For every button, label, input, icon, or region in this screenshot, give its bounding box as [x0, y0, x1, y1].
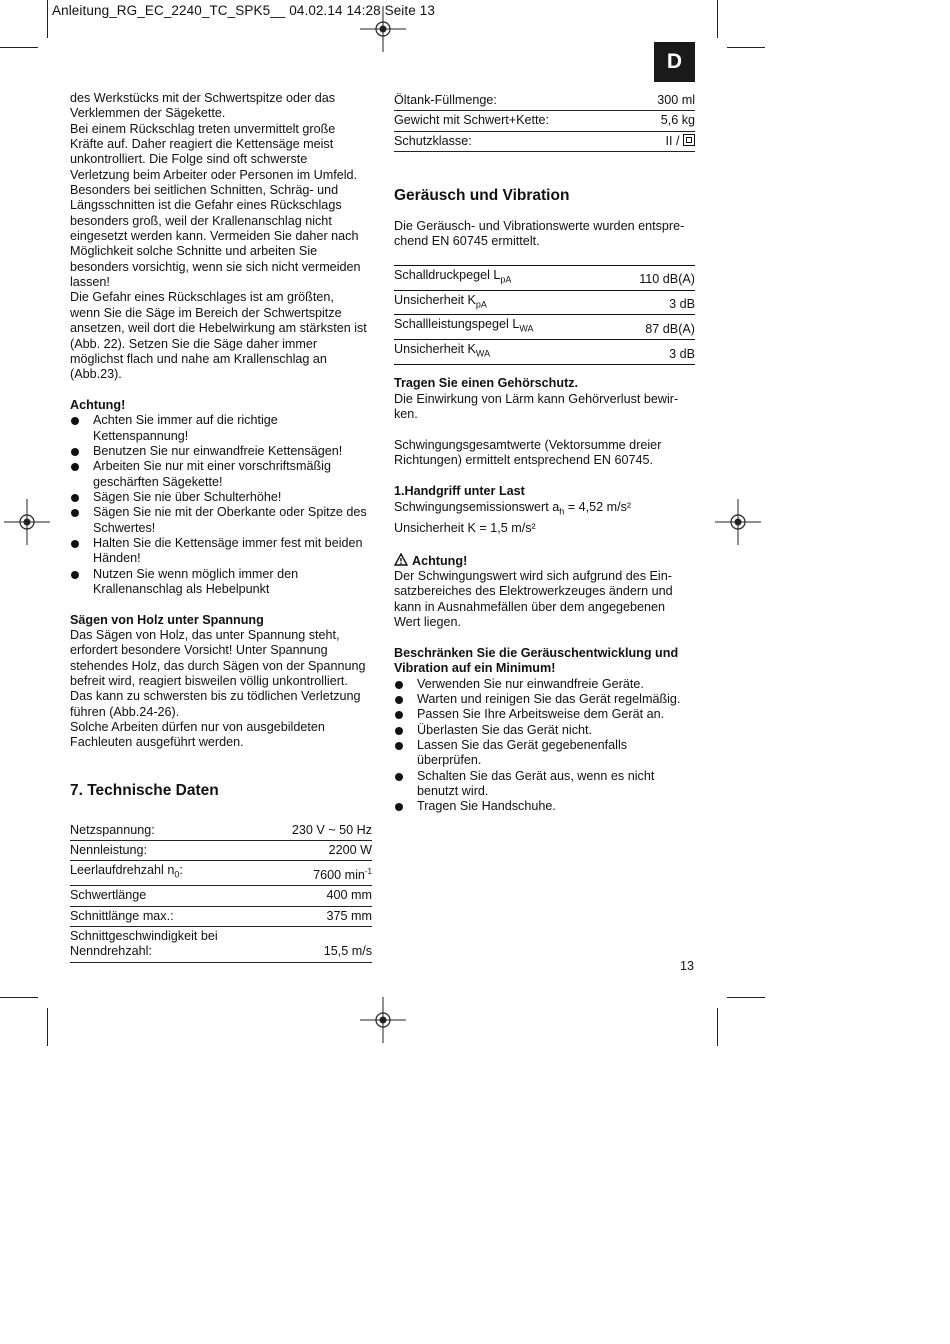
list-item: [394, 738, 695, 769]
spec-label: Öltank-Füllmenge:: [394, 93, 497, 107]
noise-label: Unsicherheit K: [394, 292, 476, 307]
text-line: Besonders bei seitlichen Schnitten, Schräg- und: [70, 183, 339, 198]
tech-heading: 7. Technische Daten: [70, 781, 219, 799]
list-item-line: Überlasten Sie das Gerät nicht.: [417, 722, 593, 737]
text-line: Längsschnitten ist die Gefahr eines Rückschlags: [70, 198, 342, 213]
noise-label-cell: [394, 265, 609, 290]
registration-mark-bottom-icon: [360, 997, 406, 1043]
text-line: Das kann zu schwersten bis zu tödlichen Verletzung: [70, 689, 361, 704]
text-line: chend EN 60745 ermittelt.: [394, 234, 540, 249]
tech-label: Schwertlänge: [70, 888, 147, 903]
tech-label-cell: [70, 906, 292, 926]
text-line: satzbereiches des Elektrowerkzeuges ändern und: [394, 584, 673, 599]
list-item-line: Passen Sie Ihre Arbeitsweise dem Gerät an.: [417, 707, 665, 722]
list-item-line: Schwertes!: [93, 520, 156, 535]
tech-label: Nennleistung:: [70, 843, 148, 858]
table-row: [394, 111, 695, 131]
text-line: unkontrolliert. Die Folge sind oft schwerste: [70, 152, 308, 167]
spec-label: Schutzklasse:: [394, 133, 472, 148]
list-item: [70, 567, 372, 598]
table-row: [394, 265, 695, 290]
text-line: Die Gefahr eines Rückschlages ist am größten,: [70, 290, 334, 305]
list-item-line: Benutzen Sie nur einwandfreie Kettensägen!: [93, 443, 343, 458]
tech-value-cell: [292, 906, 372, 926]
text-line: Verklemmen der Sägekette.: [70, 106, 226, 121]
spec-value: 5,6 kg: [660, 113, 695, 128]
list-item: [70, 444, 372, 459]
text-line: eingesetzt werden kann. Vermeiden Sie daher nach: [70, 229, 359, 244]
table-row: [70, 861, 372, 886]
tech-label-end: :: [179, 863, 183, 878]
noise-label-sub: WA: [519, 323, 534, 334]
tech-value-cell: [292, 861, 372, 886]
achtung2-heading: Achtung!: [412, 553, 468, 568]
list-item: [70, 490, 372, 505]
holz-heading: Sägen von Holz unter Spannung: [70, 612, 264, 627]
list-item-line: geschärften Sägekette!: [93, 474, 223, 489]
list-item-line: überprüfen.: [417, 753, 482, 768]
list-item-line: Arbeiten Sie nur mit einer vorschriftsmäßig: [93, 459, 331, 474]
limit-list: [394, 677, 695, 815]
spec-label: Gewicht mit Schwert+Kette:: [394, 113, 550, 128]
list-item: [394, 723, 695, 738]
protection-class-icon: [683, 134, 695, 146]
table-row: [394, 131, 695, 151]
right-column: [394, 91, 695, 815]
text-line: Beschränken Sie die Geräuschentwicklung und: [394, 645, 679, 660]
text-line: Der Schwingungswert wird sich aufgrund des Ein-: [394, 569, 672, 584]
text-line: des Werkstücks mit der Schwertspitze oder das: [70, 91, 336, 105]
handle-line-1-text: Schwingungsemissionswert a: [394, 499, 560, 514]
tech-value-cell: [292, 886, 372, 906]
hearing-heading: Tragen Sie einen Gehörschutz.: [394, 376, 579, 391]
list-item: [394, 707, 695, 722]
noise-label-cell: [394, 340, 609, 365]
noise-value: 3 dB: [669, 297, 695, 312]
tech-label-cell: [70, 841, 292, 861]
handle-line-1-value: = 4,52 m/s²: [564, 499, 632, 514]
tech-value: 2200 W: [328, 843, 372, 858]
text-line: Verletzung beim Arbeiter oder Personen im Umfeld.: [70, 167, 357, 182]
list-item: [394, 799, 695, 814]
text-line: besonders vorsichtig, wenn sie sich nicht vermeiden: [70, 259, 361, 274]
tech-label: Schnittlänge max.:: [70, 908, 174, 923]
achtung2-heading-row: [394, 553, 695, 569]
handle-line-1-sub: h: [559, 506, 565, 517]
table-row: [70, 927, 372, 963]
text-line: Richtungen) ermittelt entsprechend EN 60745.: [394, 452, 654, 467]
text-line: stehendes Holz, das durch Sägen von der Spannung: [70, 658, 366, 673]
text-line: besonders groß, weil der Krallenanschlag nicht: [70, 213, 332, 228]
text-line: Solche Arbeiten dürfen nur von ausgebildeten: [70, 720, 325, 735]
noise-label-cell: [394, 290, 609, 315]
list-item-line: Verwenden Sie nur einwandfreie Geräte.: [417, 676, 644, 691]
list-item-line: benutzt wird.: [417, 783, 489, 798]
text-line: (Abb.23).: [70, 367, 122, 382]
spec-value-cell: [636, 131, 695, 151]
spec-table: [394, 91, 695, 152]
vibration-text: [394, 438, 695, 469]
text-line: lassen!: [70, 275, 110, 290]
achtung2-text: [394, 569, 695, 630]
list-item: [70, 459, 372, 490]
tech-label: Leerlaufdrehzahl n: [70, 863, 175, 878]
list-item-line: Händen!: [93, 551, 141, 566]
noise-label-sub: WA: [475, 348, 491, 359]
text-line: Fachleuten ausgeführt werden.: [70, 735, 244, 750]
tech-label-sub: 0: [174, 869, 180, 880]
noise-label: Unsicherheit K: [394, 342, 476, 357]
handle-heading: 1.Handgriff unter Last: [394, 483, 525, 498]
tech-value: 15,5 m/s: [323, 944, 372, 959]
text-line: Schwingungsgesamtwerte (Vektorsumme dreier: [394, 437, 662, 452]
list-item-line: Sägen Sie nie über Schulterhöhe!: [93, 489, 282, 504]
text-line: ken.: [394, 406, 418, 421]
noise-value: 110 dB(A): [639, 272, 695, 287]
table-row: [70, 906, 372, 926]
list-item-line: Sägen Sie nie mit der Oberkante oder Spitze des: [93, 505, 367, 520]
handle-line-1: [394, 499, 695, 521]
table-row: [70, 821, 372, 841]
text-line: erfordert besondere Vorsicht! Unter Spannung: [70, 643, 328, 658]
text-line: Die Einwirkung von Lärm kann Gehörverlust bewir-: [394, 391, 679, 406]
text-line: Vibration auf ein Minimum!: [394, 661, 556, 676]
tech-table: [70, 821, 372, 963]
tech-value: 230 V ~ 50 Hz: [291, 822, 372, 837]
noise-label: Schalldruckpegel L: [394, 267, 501, 282]
text-line: führen (Abb.24-26).: [70, 704, 180, 719]
list-item-line: Achten Sie immer auf die richtige: [93, 413, 278, 428]
list-item: [70, 413, 372, 444]
list-item-line: Halten Sie die Kettensäge immer fest mit beiden: [93, 535, 363, 550]
intro-paragraph: [70, 91, 372, 383]
text-line: Kräfte auf. Daher reagiert die Kettensäge meist: [70, 137, 334, 152]
handle-line-2: Unsicherheit K = 1,5 m/s²: [394, 521, 536, 536]
noise-value: 87 dB(A): [645, 321, 695, 336]
list-item-line: Krallenanschlag als Hebelpunkt: [93, 582, 270, 596]
holz-paragraph: [70, 628, 372, 751]
tech-label-cell: [70, 886, 292, 906]
noise-label-sub: pA: [475, 299, 487, 310]
registration-mark-left-icon: [4, 499, 50, 545]
noise-label-cell: [394, 315, 609, 340]
limit-heading: [394, 646, 695, 677]
tech-label-cell: [70, 821, 292, 841]
text-line: ansetzen, weil dort die Hebelwirkung am stärksten ist: [70, 321, 367, 336]
table-row: [70, 886, 372, 906]
page-number: 13: [680, 959, 695, 973]
tech-label-cell: [70, 927, 292, 963]
list-item: [394, 677, 695, 692]
list-item-line: Nutzen Sie wenn möglich immer den: [93, 566, 299, 581]
noise-table: [394, 265, 695, 365]
achtung-list: [70, 413, 372, 597]
language-tab: D: [654, 42, 695, 82]
text-line: möglichst flach und nahe am Krallenschlag an: [70, 351, 327, 366]
left-column: [70, 91, 372, 963]
noise-value: 3 dB: [669, 346, 695, 361]
table-row: [394, 315, 695, 340]
list-item-line: Schalten Sie das Gerät aus, wenn es nicht: [417, 768, 655, 783]
achtung-heading: Achtung!: [70, 397, 126, 412]
table-row: [394, 91, 695, 111]
tech-value: 7600 min: [313, 867, 365, 882]
tech-value-cell: [292, 821, 372, 841]
noise-heading: Geräusch und Vibration: [394, 187, 570, 205]
noise-intro: [394, 219, 695, 250]
tech-value: 400 mm: [326, 888, 372, 903]
tech-value-cell: [292, 927, 372, 963]
spec-value: II /: [665, 133, 680, 148]
list-item-line: Tragen Sie Handschuhe.: [417, 799, 556, 814]
list-item-line: Kettenspannung!: [93, 428, 189, 443]
text-line: Das Sägen von Holz, das unter Spannung steht,: [70, 628, 340, 643]
text-line: befreit wird, reagiert bisweilen völlig unkontrolliert.: [70, 674, 348, 689]
text-line: Bei einem Rückschlag treten unvermittelt große: [70, 121, 336, 136]
text-line: Möglichkeit solche Schnitte und arbeiten Sie: [70, 244, 318, 259]
tech-value-cell: [292, 841, 372, 861]
text-line: Die Geräusch- und Vibrationswerte wurden entspre-: [394, 219, 685, 234]
list-item-line: Lassen Sie das Gerät gegebenenfalls: [417, 737, 628, 752]
text-line: (Abb. 22). Setzen Sie die Säge daher immer: [70, 336, 318, 351]
tech-value: 375 mm: [326, 908, 372, 923]
text-line: wenn Sie die Säge im Bereich der Schwertspitze: [70, 305, 342, 320]
table-row: [394, 340, 695, 365]
list-item-line: Warten und reinigen Sie das Gerät regelmäßig.: [417, 691, 681, 706]
list-item: [70, 536, 372, 567]
table-row: [394, 290, 695, 315]
list-item: [70, 505, 372, 536]
tech-label: Netzspannung:: [70, 822, 155, 837]
table-row: [70, 841, 372, 861]
hearing-text: [394, 392, 695, 423]
noise-label: Schallleistungspegel L: [394, 317, 520, 332]
warning-triangle-icon: [394, 553, 408, 566]
registration-mark-right-icon: [715, 499, 761, 545]
noise-label-sub: pA: [500, 274, 512, 285]
list-item: [394, 769, 695, 800]
list-item: [394, 692, 695, 707]
spec-value: 300 ml: [657, 93, 695, 107]
tech-label: Schnittgeschwindigkeit bei Nenndrehzahl:: [70, 929, 218, 959]
text-line: Wert liegen.: [394, 615, 461, 630]
tech-value-sup: -1: [364, 866, 372, 876]
print-header: Anleitung_RG_EC_2240_TC_SPK5__ 04.02.14 14:28 Seite 13: [52, 3, 435, 18]
tech-label-cell: [70, 861, 292, 886]
text-line: kann in Ausnahmefällen über dem angegebenen: [394, 599, 665, 614]
